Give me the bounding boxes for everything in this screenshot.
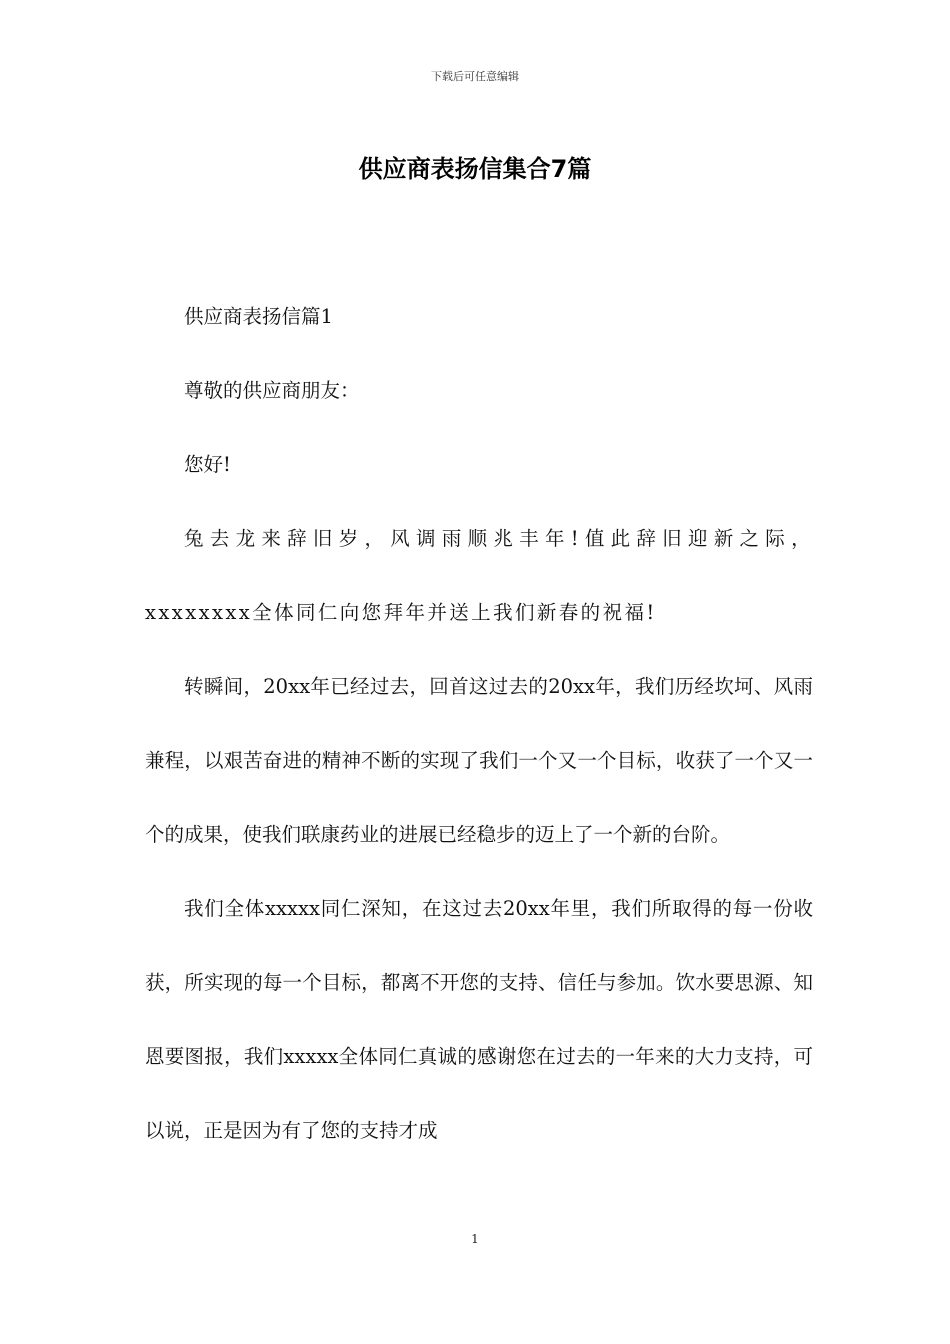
header-note: 下载后可任意编辑 <box>431 70 519 83</box>
document-title: 供应商表扬信集合7篇 <box>358 155 592 183</box>
page-number: 1 <box>471 1232 479 1246</box>
document-body <box>145 280 813 1168</box>
section-heading: 供应商表扬信篇1 <box>184 305 333 328</box>
salutation: 尊敬的供应商朋友： <box>184 379 360 402</box>
paragraph: 兔去龙来辞旧岁，风调雨顺兆丰年!值此辞旧迎新之际，xxxxxxxx全体同仁向您拜年并送上我们新春的祝福! <box>145 527 813 624</box>
paragraph: 转瞬间，20xx年已经过去，回首这过去的20xx年，我们历经坎坷、风雨兼程，以艰苦奋进的精神不断的实现了我们一个又一个目标，收获了一个又一个的成果，使我们联康药业的进展已经稳步的迈上了一个新的台阶。 <box>145 675 813 846</box>
paragraph: 我们全体xxxxx同仁深知，在这过去20xx年里，我们所取得的每一份收获，所实现的每一个目标，都离不开您的支持、信任与参加。饮水要思源、知恩要图报，我们xxxxx全体同仁真诚的感谢您在过去的一年来的大力支持，可以说，正是因为有了您的支持才成 <box>145 897 813 1142</box>
greeting: 您好! <box>184 453 231 476</box>
